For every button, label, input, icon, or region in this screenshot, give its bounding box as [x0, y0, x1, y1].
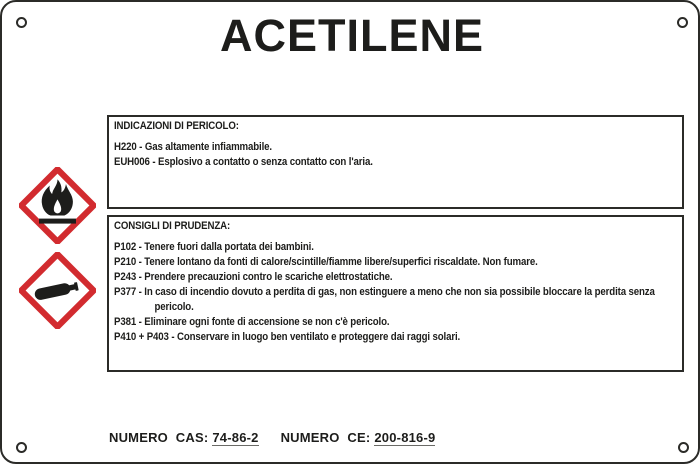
ce-number-value: 200-816-9: [374, 430, 436, 445]
precaution-statements-box: [107, 215, 684, 372]
hazard-statement-euh006: EUH006 - Esplosivo a contatto o senza contatto con l'aria.: [114, 156, 373, 168]
precaution-statement-p377: P377 - In caso di incendio dovuto a perdita di gas, non estinguere a meno che non sia possibile bloccare la perdita senza pericolo.: [114, 286, 655, 313]
precaution-statement-p381: P381 - Eliminare ogni fonte di accensione se non c'è pericolo.: [114, 316, 390, 328]
registry-numbers: [109, 430, 457, 445]
ce-number-label: NUMERO CE:: [280, 430, 371, 445]
precaution-statement-p210: P210 - Tenere lontano da fonti di calore/scintille/fiamme libere/superfici riscaldate. Non fumare.: [114, 256, 538, 268]
hazard-statement-h220: H220 - Gas altamente infiammabile.: [114, 141, 272, 153]
ce-number-group: [281, 430, 436, 445]
cas-number-value: 74-86-2: [212, 430, 259, 445]
cas-number-label: NUMERO CAS:: [109, 430, 209, 445]
hazard-box-header: INDICAZIONI DI PERICOLO:: [114, 120, 239, 132]
gas-cylinder-pictogram-icon: [19, 252, 96, 329]
precaution-statement-p243: P243 - Prendere precauzioni contro le scariche elettrostatiche.: [114, 271, 393, 283]
screw-hole-bottom-right: [678, 442, 689, 453]
cas-number-group: [109, 430, 259, 445]
precaution-statement-p410-p403: P410 + P403 - Conservare in luogo ben ventilato e proteggere dai raggi solari.: [114, 331, 461, 343]
screw-hole-bottom-left: [16, 442, 27, 453]
hazard-statements-box: [107, 115, 684, 209]
precaution-statement-p102: P102 - Tenere fuori dalla portata dei bambini.: [114, 241, 314, 253]
precaution-box-header: CONSIGLI DI PRUDENZA:: [114, 220, 231, 232]
sign-title: ACETILENE: [219, 10, 484, 61]
flame-pictogram-icon: [19, 167, 96, 244]
